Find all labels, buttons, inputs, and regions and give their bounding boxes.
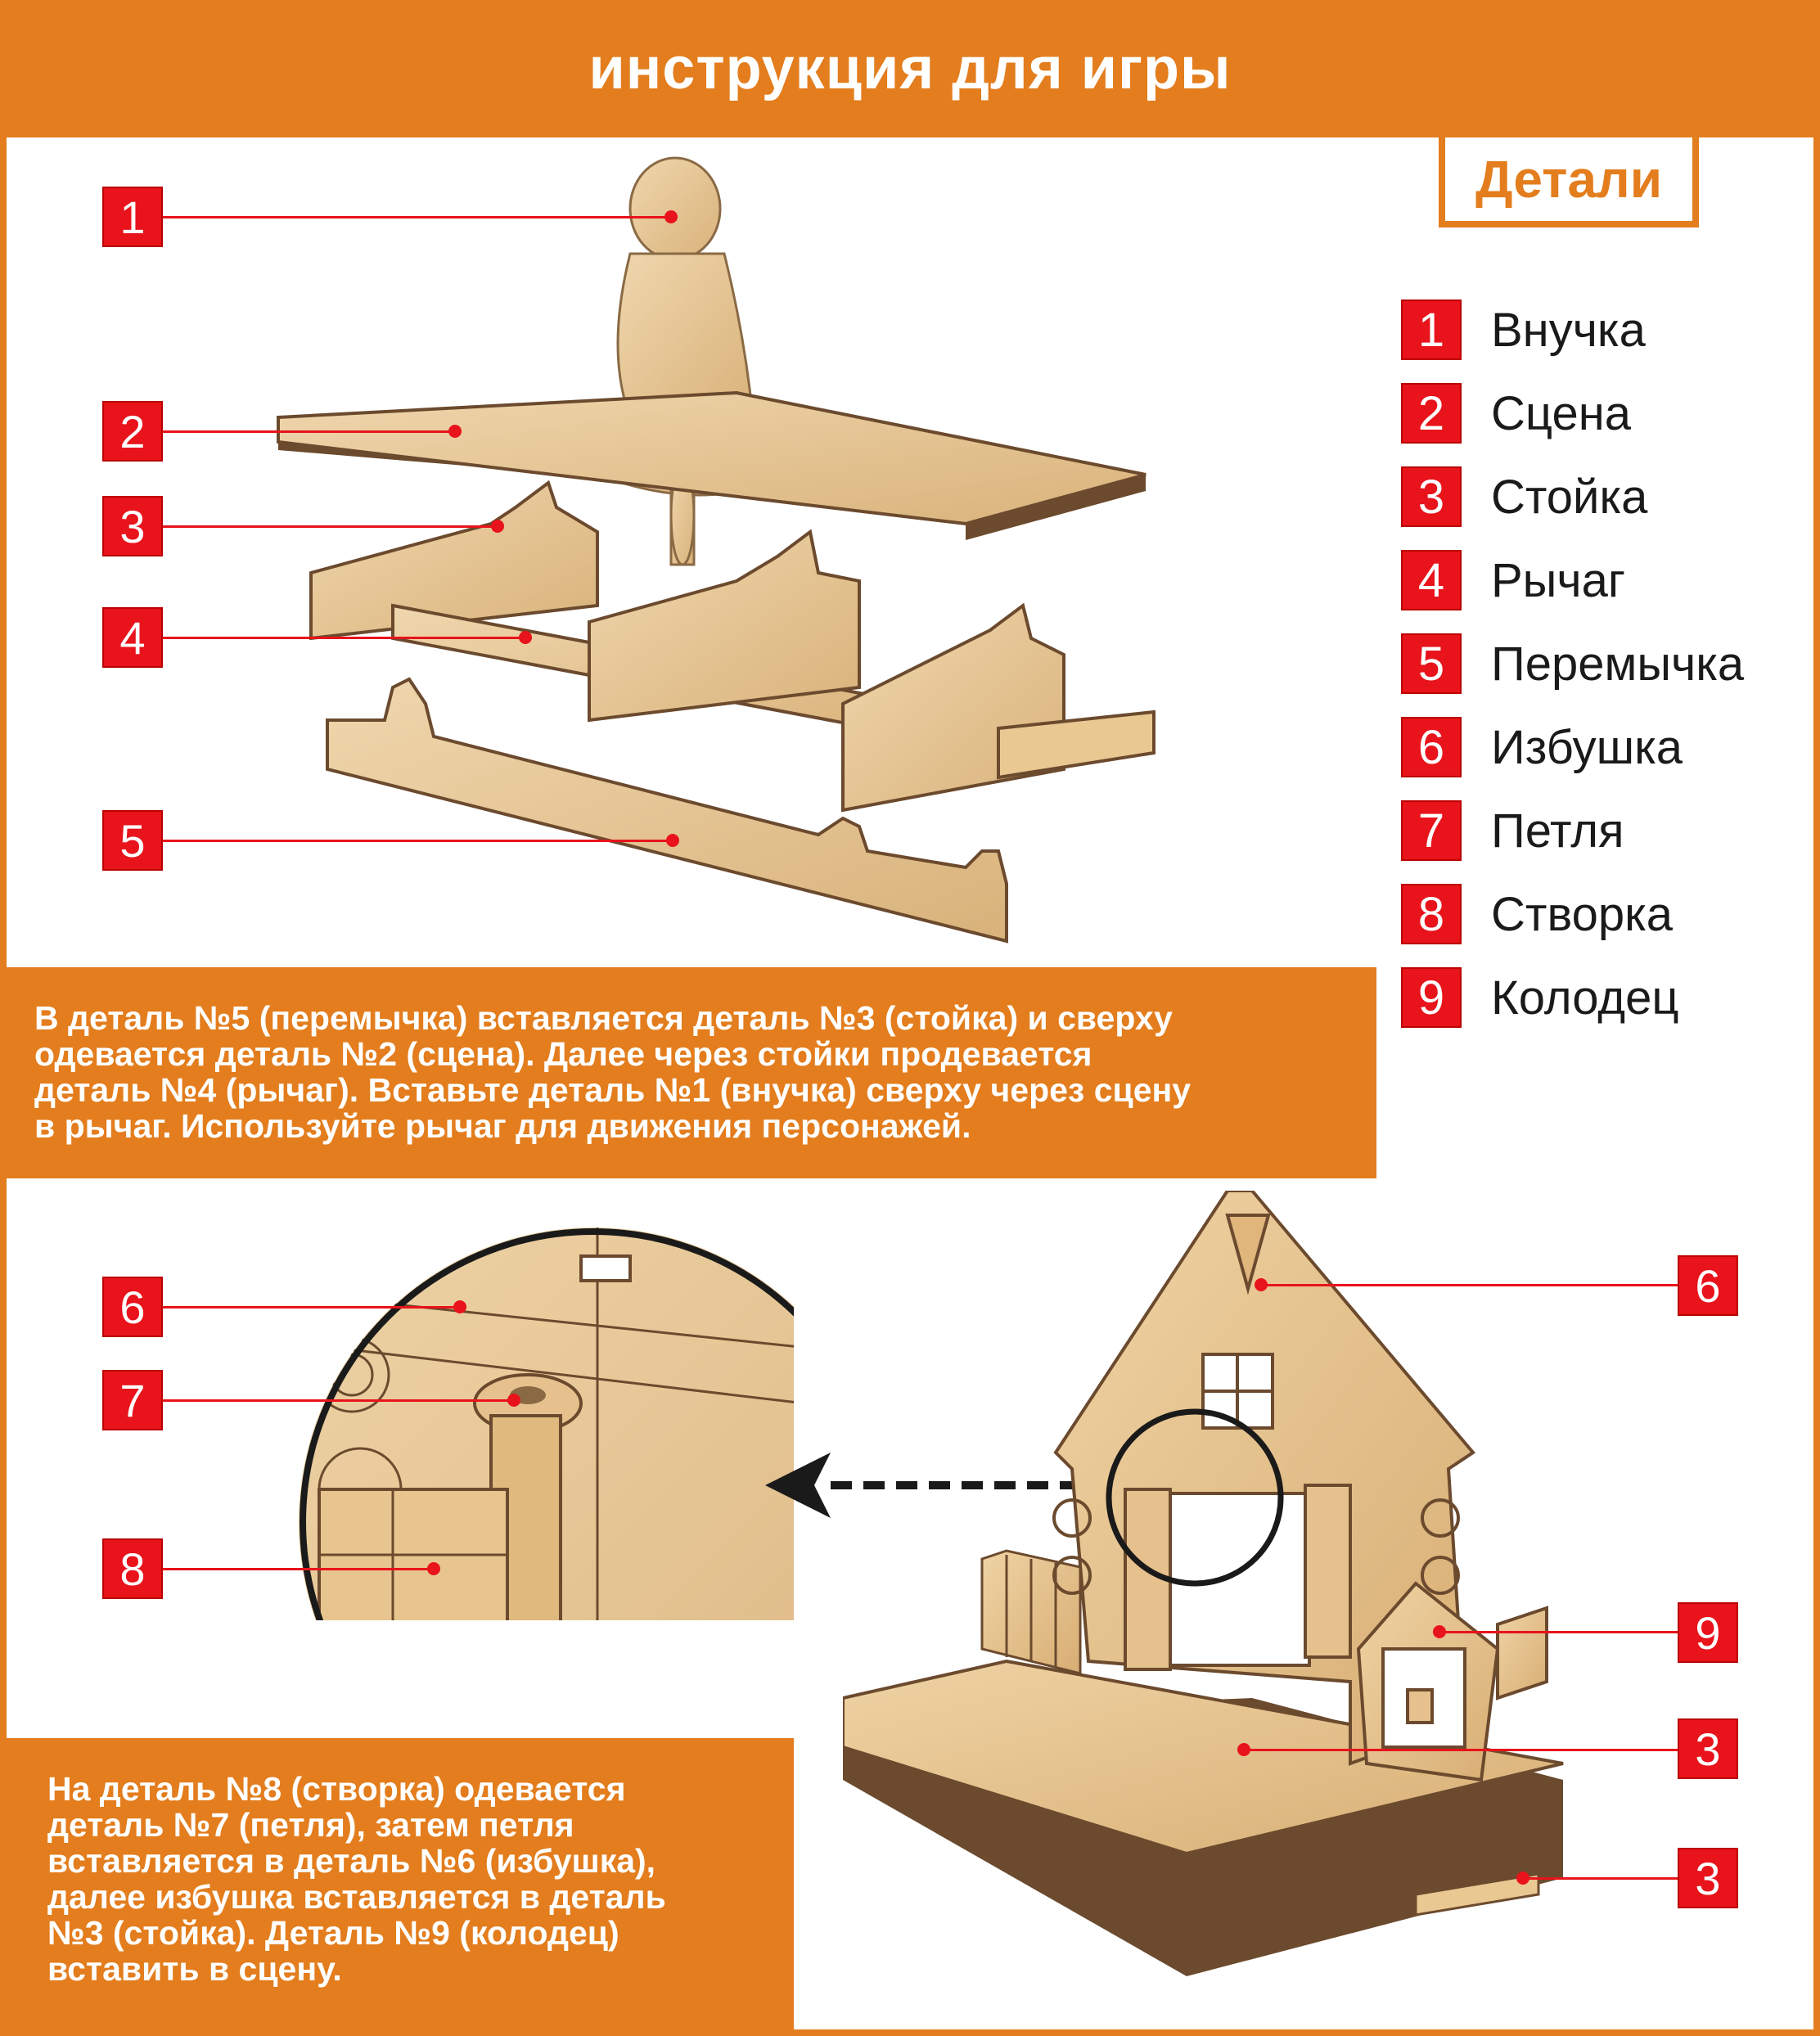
legend-item: [1401, 717, 1683, 777]
leader-line: [1244, 1749, 1709, 1751]
leader-dot: [664, 210, 678, 223]
legend-number: 1: [1401, 300, 1462, 360]
leader-line: [163, 1399, 513, 1402]
zoom-detail-circle: [286, 1227, 794, 1620]
leader-line: [163, 430, 453, 433]
callout-badge: 5: [102, 810, 163, 871]
instruction-box-1: [0, 967, 1376, 1178]
legend-label: Избушка: [1491, 720, 1683, 774]
callout-badge: 6: [102, 1277, 163, 1337]
leader-line: [163, 1568, 433, 1570]
callout-badge: 6: [1678, 1255, 1738, 1316]
legend-label: Створка: [1491, 887, 1674, 941]
legend-item: [1401, 884, 1673, 944]
leader-line: [163, 525, 497, 528]
leader-line: [163, 637, 525, 639]
frame-bottom: [0, 2029, 1820, 2036]
legend-number: 6: [1401, 717, 1462, 777]
callout-badge: 4: [102, 607, 163, 668]
leader-line: [1439, 1631, 1709, 1633]
fence-left: [982, 1551, 1080, 1673]
legend-label: Внучка: [1491, 303, 1646, 357]
legend-label: Петля: [1491, 804, 1624, 858]
legend-number: 5: [1401, 633, 1462, 694]
leader-line: [163, 1306, 459, 1309]
page-title: инструкция для игры: [588, 36, 1232, 101]
callout-badge: 1: [102, 187, 163, 247]
leader-line: [163, 840, 672, 842]
instruction-text-2: На деталь №8 (створка) одевается деталь №7 (петля), затем петля вставляется в деталь №6 (избушка), далее избушка вставляется в деталь №3 (стойка). Деталь №9 (колодец) вставить в сцену.: [47, 1770, 666, 1988]
leader-dot: [519, 631, 532, 644]
callout-badge: 7: [102, 1370, 163, 1430]
stage-board: [278, 393, 1146, 540]
legend-item: [1401, 633, 1744, 694]
callout-badge: 9: [1678, 1602, 1738, 1663]
legend-item: [1401, 550, 1625, 610]
legend-item: [1401, 967, 1679, 1028]
legend-label: Рычаг: [1491, 553, 1626, 607]
frame-right: [1813, 0, 1820, 2036]
callout-badge: 2: [102, 401, 163, 462]
legend-number: 3: [1401, 466, 1462, 527]
legend-item: [1401, 383, 1631, 444]
legend-label: Колодец: [1491, 971, 1679, 1025]
details-title-box: [1439, 137, 1699, 227]
details-title: Детали: [1475, 150, 1663, 209]
legend-label: Перемычка: [1491, 637, 1745, 691]
callout-badge: 8: [102, 1538, 163, 1599]
callout-badge: 3: [1678, 1718, 1738, 1779]
house-scene-illustration: [843, 1191, 1579, 2017]
legend-label: Сцена: [1491, 386, 1631, 440]
stage-assembly-illustration: [246, 147, 1178, 966]
header-bar: [0, 0, 1820, 137]
leader-dot: [453, 1300, 466, 1313]
leader-dot: [427, 1562, 440, 1575]
leader-dot: [448, 425, 462, 438]
instruction-text-1: В деталь №5 (перемычка) вставляется деталь №3 (стойка) и сверху одевается деталь №2 (сцена). Далее через стойки продевается деталь №4 (рычаг). Вставьте деталь №1 (внучка) сверху через сцену в рычаг. Используйте рычаг для движения персонажей.: [34, 999, 1192, 1145]
legend-number: 8: [1401, 884, 1462, 944]
girl-figure: [618, 158, 769, 565]
leader-dot: [491, 520, 504, 533]
legend-number: 7: [1401, 800, 1462, 861]
legend-number: 4: [1401, 550, 1462, 610]
legend-label: Стойка: [1491, 470, 1648, 524]
leader-dot: [507, 1394, 520, 1407]
leader-line: [163, 216, 670, 218]
leader-dot: [666, 834, 679, 847]
instruction-box-2: [0, 1738, 794, 2029]
callout-badge: 3: [1678, 1848, 1738, 1908]
legend-number: 9: [1401, 967, 1462, 1028]
legend-item: [1401, 300, 1646, 360]
legend-item: [1401, 466, 1647, 527]
legend-number: 2: [1401, 383, 1462, 444]
legend-item: [1401, 800, 1624, 861]
leader-line: [1261, 1284, 1709, 1286]
callout-badge: 3: [102, 496, 163, 556]
